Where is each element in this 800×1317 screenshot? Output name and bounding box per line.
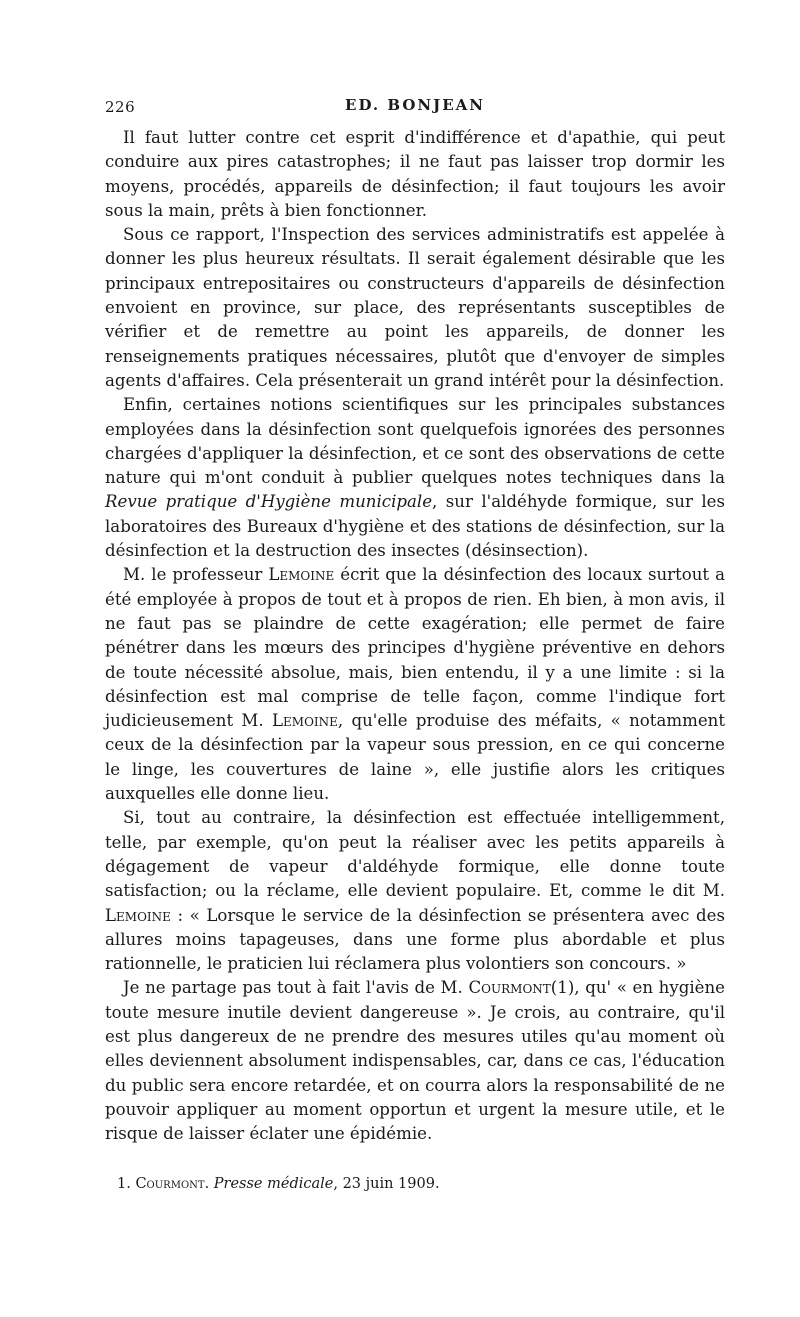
author-name: Courmont: [468, 978, 551, 998]
page-header: [105, 92, 725, 118]
paragraph-4-text-c: , qu'elle produise des méfaits, « notamment ceux de la désinfection par la vapeur sous pression, en ce qui concerne le linge, les couvertures de laine », elle justifie alors les critiques auxquelles elle donne lieu.: [105, 711, 725, 804]
paragraph-6-text-a: Je ne partage pas tout à fait l'avis de M.: [123, 978, 469, 998]
paragraph-1: Il faut lutter contre cet esprit d'indifférence et d'apathie, qui peut conduire aux pires catastrophes; il ne faut pas laisser trop dormir les moyens, procédés, appareils de désinfection; il faut toujours les avoir sous la main, prêts à bien fonctionner.: [105, 128, 725, 220]
paragraph-4-text-a: M. le professeur: [123, 565, 269, 585]
paragraph-6-text-b: , qu' « en hygiène toute mesure inutile devient dangereuse ». Je crois, au contraire, qu'il est plus dangereux de ne prendre des mesures utiles qu'au moment où elles deviennent absolument indispensables, car, dans ce cas, l'éducation du public sera encore retardée, et on courra alors la responsabilité de ne pouvoir appliquer au moment opportun et urgent la mesure utile, et le risque de laisser éclater une épidémie.: [105, 978, 725, 1144]
paragraph-3: [105, 393, 725, 563]
footnote-author: Courmont: [135, 1176, 205, 1193]
paragraph-4-text-b: écrit que la désinfection des locaux surtout a été employée à propos de tout et à propos de rien. Eh bien, à mon avis, il ne faut pas se plaindre de cette exagération; elle permet de faire pénétrer dans les mœurs des principes d'hygiène préventive en dehors de toute nécessité absolue, mais, bien entendu, il y a une limite : si la désinfection est mal comprise de telle façon, comme l'indique fort judicieusement M.: [105, 565, 725, 731]
paragraph-3-text-b: , sur l'aldéhyde formique, sur les laboratoires des Bureaux d'hygiène et des stations de désinfection, sur la désinfection et la destruction des insectes (désinsection).: [105, 492, 725, 561]
running-head: ED. BONJEAN: [345, 96, 485, 114]
paragraph-2: Sous ce rapport, l'Inspection des services administratifs est appelée à donner les plus heureux résultats. Il serait également désirable que les principaux entrepositaires ou constructeurs d'appareils de désinfection envoient en province, sur place, des représentants susceptibles de vérifier et de remettre au point les appareils, de donner les renseignements pratiques nécessaires, plutôt que d'envoyer de simples agents d'affaires. Cela présenterait un grand intérêt pour la désinfection.: [105, 225, 725, 390]
page: [105, 92, 725, 1194]
page-number: 226: [105, 98, 136, 116]
footnote: 1. Courmont. Presse médicale, 23 juin 1909.: [117, 1176, 440, 1193]
paragraph-3-text-a: Enfin, certaines notions scientifiques sur les principales substances employées dans la désinfection sont quelquefois ignorées des personnes chargées d'appliquer la désinfection, et ce sont des observations de cette nature qui m'ont conduit à publier quelques notes techniques dans la: [105, 395, 725, 488]
footnote-number: 1.: [117, 1176, 131, 1193]
paragraph-4: [105, 563, 725, 806]
body-text: [105, 126, 725, 1146]
author-name: Lemoine: [268, 565, 335, 585]
author-name: Lemoine: [272, 711, 338, 731]
paragraph-5-text-a: Si, tout au contraire, la désinfection est effectuée intelligemment, telle, par exemple, qu'on peut la réaliser avec les petits appareils à dégagement de vapeur d'aldéhyde formique, elle donne toute satisfaction; ou la réclame, elle devient populaire. Et, comme le dit M.: [105, 808, 725, 901]
footnote-reference[interactable]: (1): [550, 978, 575, 998]
paragraph-6: [105, 976, 725, 1146]
paragraph-5: [105, 806, 725, 976]
paragraph-5-text-b: : « Lorsque le service de la désinfection se présentera avec des allures moins tapageuses, dans une forme plus abordable et plus rationnelle, le praticien lui réclamera plus volontiers son concours. »: [105, 905, 725, 974]
author-name: Lemoine: [105, 905, 171, 925]
footnote-journal: Presse médicale: [213, 1176, 334, 1193]
footnote-date: , 23 juin 1909.: [333, 1176, 440, 1193]
journal-title: Revue pratique d'Hygiène municipale: [105, 492, 433, 512]
